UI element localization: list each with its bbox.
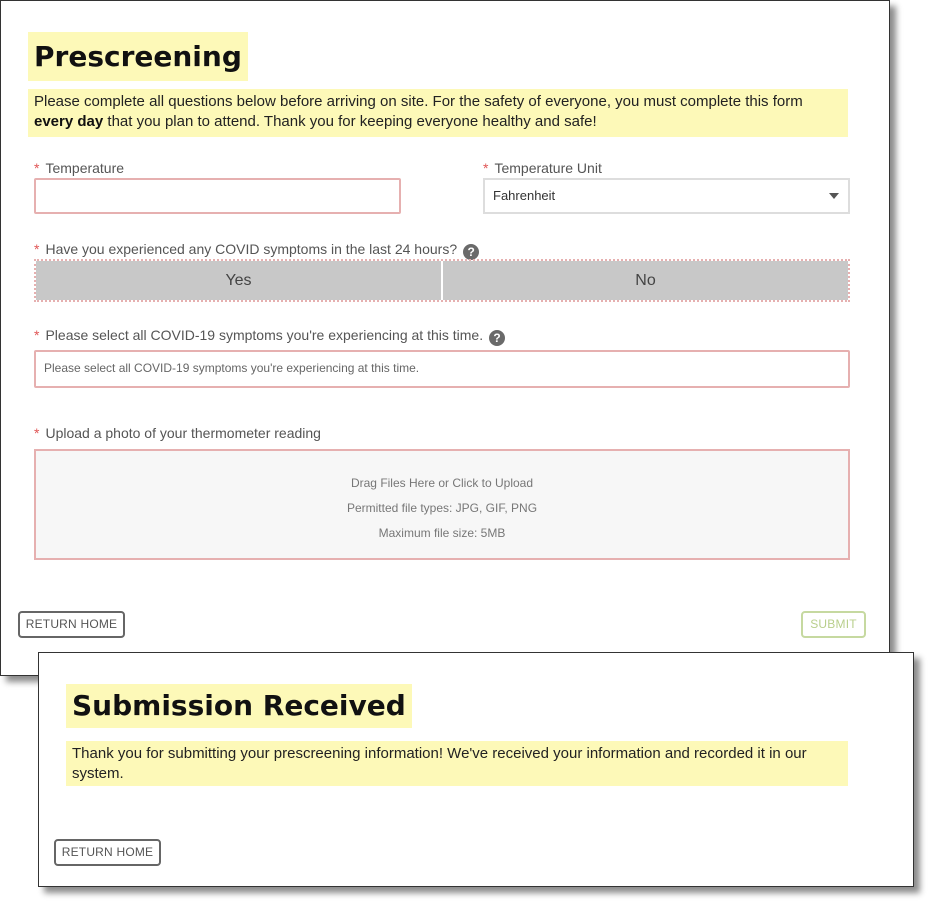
temperature-unit-selected: Fahrenheit xyxy=(493,188,556,203)
dropzone-instruction: Drag Files Here or Click to Upload xyxy=(350,476,534,490)
return-home-button[interactable]: RETURN HOME xyxy=(18,611,125,638)
temperature-unit-label-text: Temperature Unit xyxy=(494,160,602,176)
temperature-input[interactable] xyxy=(34,178,401,214)
temperature-label xyxy=(34,160,124,176)
permitted-file-types: Permitted file types: JPG, GIF, PNG xyxy=(346,501,538,515)
temperature-unit-select[interactable] xyxy=(483,178,850,214)
symptoms-label-text: Please select all COVID-19 symptoms you're experiencing at this time. xyxy=(45,327,484,343)
submission-title: Submission Received xyxy=(66,684,412,728)
intro-text-emphasis: every day xyxy=(34,113,104,130)
required-marker: * xyxy=(34,241,40,257)
no-option[interactable]: No xyxy=(441,261,848,300)
required-marker: * xyxy=(34,160,40,176)
intro-text xyxy=(28,89,848,137)
covid-symptoms-toggle xyxy=(34,259,850,302)
symptoms-placeholder: Please select all COVID-19 symptoms you're experiencing at this time. xyxy=(44,361,420,375)
required-marker: * xyxy=(34,327,40,343)
required-marker: * xyxy=(34,425,40,441)
symptoms-select[interactable] xyxy=(34,350,850,388)
upload-label xyxy=(34,425,321,441)
intro-text-part1: Please complete all questions below before arriving on site. For the safety of everyone, you must complete this form xyxy=(34,93,803,110)
chevron-down-icon xyxy=(829,193,839,199)
question-circle-icon[interactable]: ? xyxy=(463,244,479,260)
covid-question-label xyxy=(34,241,479,260)
required-marker: * xyxy=(483,160,489,176)
submission-message: Thank you for submitting your prescreening information! We've received your information and recorded it in our system. xyxy=(66,741,848,786)
temperature-label-text: Temperature xyxy=(45,160,125,176)
covid-question-text: Have you experienced any COVID symptoms in the last 24 hours? xyxy=(45,241,458,257)
submission-received-card xyxy=(38,652,914,887)
page-title: Prescreening xyxy=(28,32,248,81)
file-dropzone[interactable] xyxy=(34,449,850,560)
return-home-button-2[interactable]: RETURN HOME xyxy=(54,839,161,866)
symptoms-label xyxy=(34,327,505,346)
submit-button[interactable]: SUBMIT xyxy=(801,611,866,638)
max-file-size: Maximum file size: 5MB xyxy=(378,526,506,540)
yes-option[interactable]: Yes xyxy=(36,261,441,300)
intro-text-part2: that you plan to attend. Thank you for keeping everyone healthy and safe! xyxy=(103,113,597,130)
upload-label-text: Upload a photo of your thermometer reading xyxy=(45,425,321,441)
question-circle-icon[interactable]: ? xyxy=(489,330,505,346)
temperature-unit-label xyxy=(483,160,602,176)
